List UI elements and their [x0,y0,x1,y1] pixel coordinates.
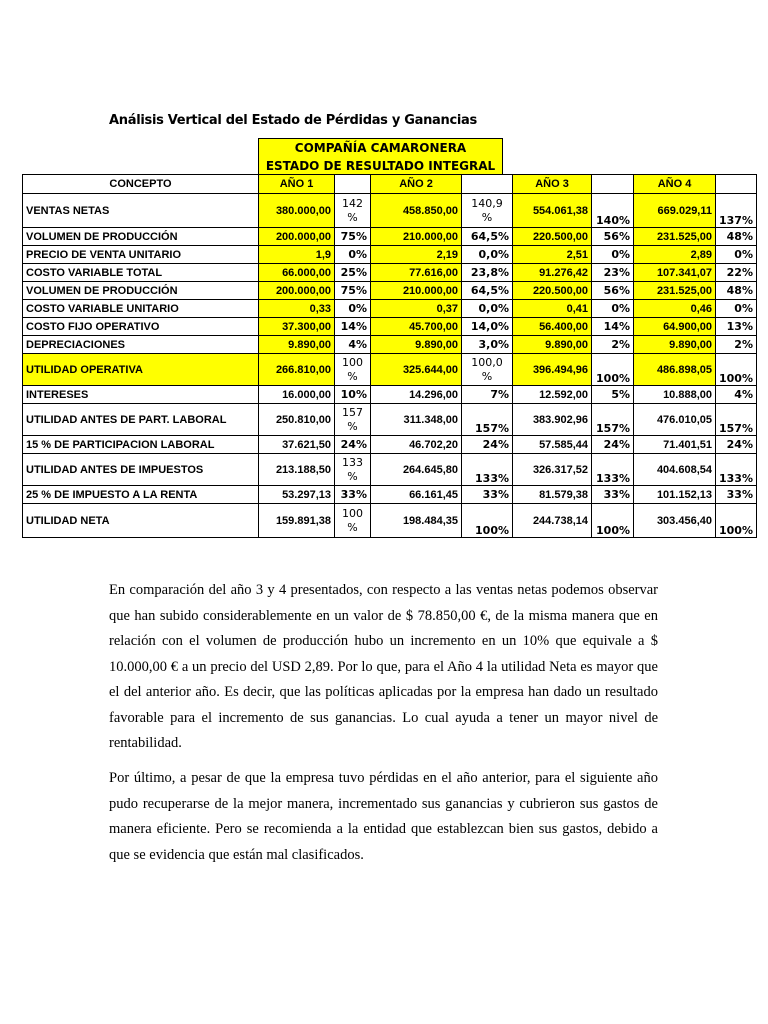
row-label: UTILIDAD OPERATIVA [23,354,259,386]
income-statement-table [22,174,757,538]
percent-year-1: 24% [335,436,371,454]
table-row [23,354,757,386]
percent-year-2: 14,0% [462,318,513,336]
value-year-2: 45.700,00 [371,318,462,336]
percent-year-2: 64,5% [462,228,513,246]
percent-year-3: 0% [592,300,634,318]
value-year-2: 14.296,00 [371,386,462,404]
value-year-4: 476.010,05 [634,404,716,436]
percent-year-2: 24% [462,436,513,454]
value-year-3: 220.500,00 [513,228,592,246]
percent-year-3: 23% [592,264,634,282]
header-year-4: AÑO 4 [634,175,716,194]
row-label: INTERESES [23,386,259,404]
value-year-4: 10.888,00 [634,386,716,404]
value-year-4: 303.456,40 [634,504,716,538]
percent-year-4: 2% [716,336,757,354]
value-year-1: 9.890,00 [259,336,335,354]
header-blank [462,175,513,194]
row-label: UTILIDAD ANTES DE PART. LABORAL [23,404,259,436]
table-row [23,282,757,300]
percent-year-4: 24% [716,436,757,454]
percent-year-1: 133 % [335,454,371,486]
table-row [23,318,757,336]
header-concepto: CONCEPTO [23,175,259,194]
table-row [23,404,757,436]
table-row [23,228,757,246]
percent-year-1: 33% [335,486,371,504]
table-row [23,386,757,404]
percent-year-2: 23,8% [462,264,513,282]
percent-year-4: 4% [716,386,757,404]
value-year-3: 2,51 [513,246,592,264]
value-year-2: 210.000,00 [371,282,462,300]
value-year-3: 91.276,42 [513,264,592,282]
value-year-3: 554.061,38 [513,194,592,228]
value-year-2: 66.161,45 [371,486,462,504]
value-year-2: 77.616,00 [371,264,462,282]
percent-year-2: 100% [462,504,513,538]
table-row [23,504,757,538]
percent-year-3: 56% [592,228,634,246]
value-year-4: 107.341,07 [634,264,716,282]
table-row [23,264,757,282]
row-label: COSTO FIJO OPERATIVO [23,318,259,336]
value-year-2: 311.348,00 [371,404,462,436]
percent-year-4: 22% [716,264,757,282]
percent-year-3: 157% [592,404,634,436]
value-year-1: 53.297,13 [259,486,335,504]
value-year-3: 57.585,44 [513,436,592,454]
value-year-1: 250.810,00 [259,404,335,436]
percent-year-3: 24% [592,436,634,454]
value-year-3: 220.500,00 [513,282,592,300]
value-year-2: 46.702,20 [371,436,462,454]
percent-year-3: 5% [592,386,634,404]
percent-year-1: 75% [335,228,371,246]
table-row [23,336,757,354]
percent-year-4: 100% [716,504,757,538]
value-year-3: 326.317,52 [513,454,592,486]
value-year-1: 159.891,38 [259,504,335,538]
value-year-4: 404.608,54 [634,454,716,486]
value-year-4: 2,89 [634,246,716,264]
percent-year-4: 13% [716,318,757,336]
value-year-1: 266.810,00 [259,354,335,386]
percent-year-3: 133% [592,454,634,486]
row-label: VOLUMEN DE PRODUCCIÓN [23,282,259,300]
company-name: COMPAÑÍA CAMARONERA [294,141,467,155]
header-blank [335,175,371,194]
value-year-2: 458.850,00 [371,194,462,228]
value-year-2: 264.645,80 [371,454,462,486]
value-year-1: 0,33 [259,300,335,318]
percent-year-2: 157% [462,404,513,436]
percent-year-3: 56% [592,282,634,300]
percent-year-4: 137% [716,194,757,228]
percent-year-3: 140% [592,194,634,228]
row-label: 25 % DE IMPUESTO A LA RENTA [23,486,259,504]
percent-year-4: 133% [716,454,757,486]
percent-year-1: 14% [335,318,371,336]
value-year-3: 0,41 [513,300,592,318]
value-year-4: 71.401,51 [634,436,716,454]
percent-year-3: 2% [592,336,634,354]
value-year-1: 200.000,00 [259,228,335,246]
value-year-4: 231.525,00 [634,228,716,246]
table-row [23,454,757,486]
percent-year-4: 0% [716,300,757,318]
value-year-4: 231.525,00 [634,282,716,300]
percent-year-2: 33% [462,486,513,504]
row-label: COSTO VARIABLE TOTAL [23,264,259,282]
percent-year-1: 142 % [335,194,371,228]
row-label: PRECIO DE VENTA UNITARIO [23,246,259,264]
table-row [23,246,757,264]
value-year-4: 0,46 [634,300,716,318]
percent-year-1: 0% [335,246,371,264]
value-year-4: 669.029,11 [634,194,716,228]
value-year-3: 9.890,00 [513,336,592,354]
company-header [258,138,503,175]
header-year-2: AÑO 2 [371,175,462,194]
percent-year-2: 3,0% [462,336,513,354]
percent-year-4: 157% [716,404,757,436]
percent-year-1: 100 % [335,504,371,538]
value-year-2: 210.000,00 [371,228,462,246]
percent-year-1: 10% [335,386,371,404]
value-year-2: 198.484,35 [371,504,462,538]
percent-year-3: 100% [592,504,634,538]
table-row [23,436,757,454]
percent-year-4: 100% [716,354,757,386]
percent-year-4: 33% [716,486,757,504]
percent-year-4: 0% [716,246,757,264]
value-year-4: 486.898,05 [634,354,716,386]
row-label: UTILIDAD ANTES DE IMPUESTOS [23,454,259,486]
percent-year-3: 14% [592,318,634,336]
table-row [23,300,757,318]
value-year-4: 64.900,00 [634,318,716,336]
value-year-4: 9.890,00 [634,336,716,354]
row-label: DEPRECIACIONES [23,336,259,354]
value-year-3: 383.902,96 [513,404,592,436]
value-year-3: 244.738,14 [513,504,592,538]
value-year-3: 396.494,96 [513,354,592,386]
value-year-3: 12.592,00 [513,386,592,404]
header-year-3: AÑO 3 [513,175,592,194]
table-row [23,194,757,228]
percent-year-2: 140,9 % [462,194,513,228]
row-label: 15 % DE PARTICIPACION LABORAL [23,436,259,454]
value-year-1: 380.000,00 [259,194,335,228]
paragraph-1: En comparación del año 3 y 4 presentados, con respecto a las ventas netas podemos observar que han subido considerablemente en un valor de $ 78.850,00 €, de la misma manera que en relación con el volumen de producción hubo un incremento en un 10% que equivale a $ 10.000,00 € a un precio del USD 2,89. Por lo que, para el Año 4 la utilidad Neta es mayor que el del anterior año. Es decir, que las políticas aplicadas por la empresa han dado un resultado favorable para el incremento de sus ganancias. Lo cual ayuda a tener un mayor nivel de rentabilidad. [109,582,658,751]
percent-year-3: 100% [592,354,634,386]
percent-year-1: 4% [335,336,371,354]
value-year-1: 200.000,00 [259,282,335,300]
value-year-1: 1,9 [259,246,335,264]
paragraph-2: Por último, a pesar de que la empresa tuvo pérdidas en el año anterior, para el siguiente año pudo recuperarse de la mejor manera, incrementado sus ganancias y cubrieron sus gastos de manera eficiente. Pero se recomienda a la entidad que establezcan bien sus gastos, debido a que se evidencia que están mal clasificados. [109,770,658,863]
row-label: COSTO VARIABLE UNITARIO [23,300,259,318]
value-year-1: 37.621,50 [259,436,335,454]
percent-year-2: 64,5% [462,282,513,300]
value-year-3: 81.579,38 [513,486,592,504]
row-label: VOLUMEN DE PRODUCCIÓN [23,228,259,246]
value-year-4: 101.152,13 [634,486,716,504]
document-title: Análisis Vertical del Estado de Pérdidas y Ganancias [109,113,477,128]
percent-year-1: 75% [335,282,371,300]
percent-year-2: 0,0% [462,246,513,264]
value-year-1: 16.000,00 [259,386,335,404]
value-year-1: 66.000,00 [259,264,335,282]
percent-year-2: 100,0 % [462,354,513,386]
value-year-3: 56.400,00 [513,318,592,336]
percent-year-1: 25% [335,264,371,282]
percent-year-3: 33% [592,486,634,504]
value-year-1: 213.188,50 [259,454,335,486]
percent-year-3: 0% [592,246,634,264]
row-label: UTILIDAD NETA [23,504,259,538]
value-year-2: 9.890,00 [371,336,462,354]
percent-year-1: 0% [335,300,371,318]
value-year-1: 37.300,00 [259,318,335,336]
percent-year-4: 48% [716,282,757,300]
row-label: VENTAS NETAS [23,194,259,228]
percent-year-2: 133% [462,454,513,486]
header-row [23,175,757,194]
statement-name: ESTADO DE RESULTADO INTEGRAL [265,159,496,173]
percent-year-2: 7% [462,386,513,404]
table-row [23,486,757,504]
percent-year-4: 48% [716,228,757,246]
percent-year-1: 157 % [335,404,371,436]
value-year-2: 325.644,00 [371,354,462,386]
percent-year-1: 100 % [335,354,371,386]
value-year-2: 2,19 [371,246,462,264]
header-blank [592,175,634,194]
header-year-1: AÑO 1 [259,175,335,194]
percent-year-2: 0,0% [462,300,513,318]
header-blank [716,175,757,194]
value-year-2: 0,37 [371,300,462,318]
